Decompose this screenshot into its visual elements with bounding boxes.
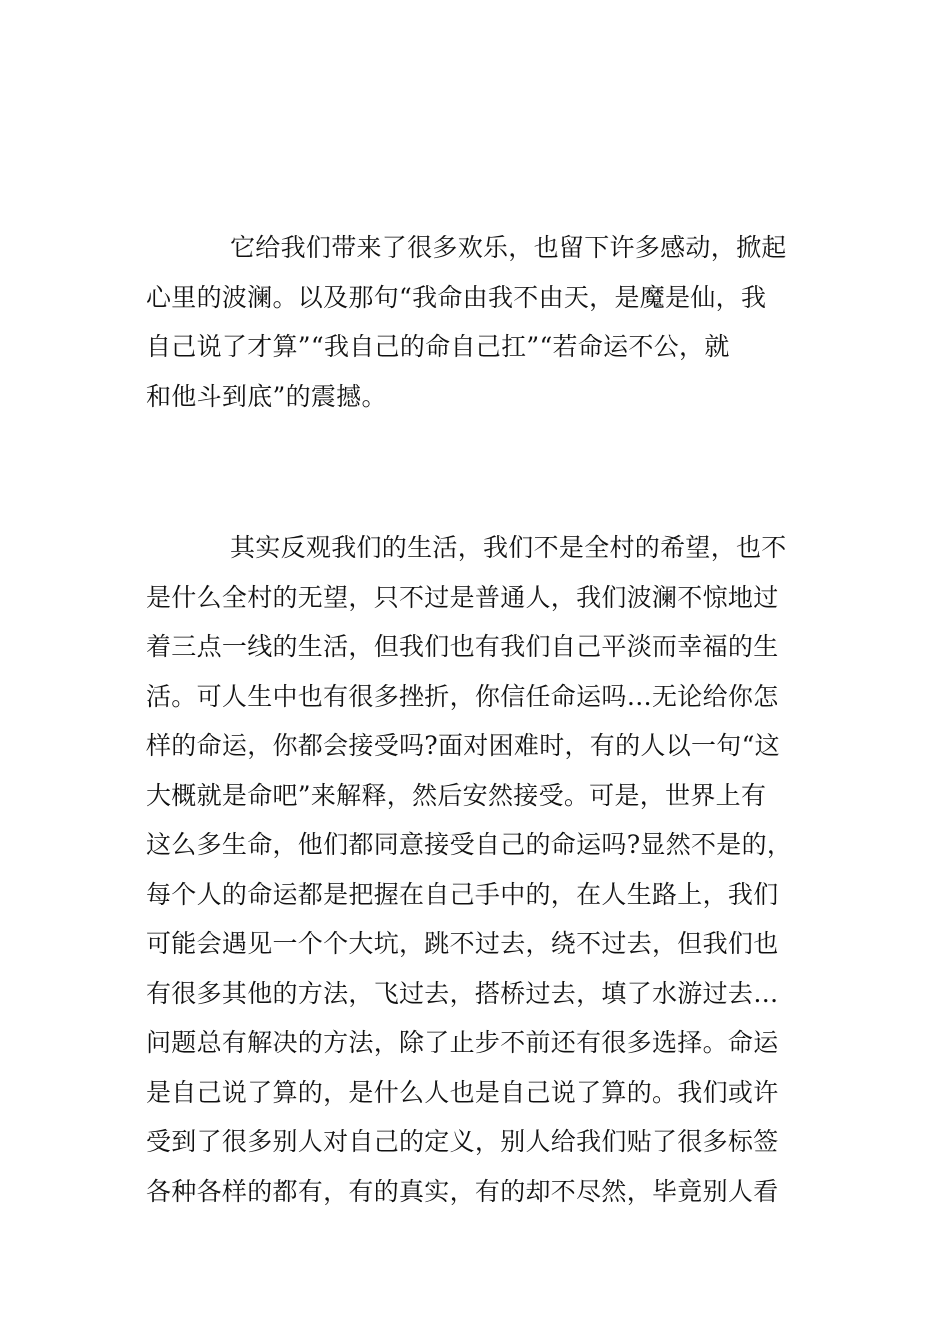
text-line: 活。可人生中也有很多挫折，你信任命运吗…无论给你怎 [146,681,779,711]
text-line: 它给我们带来了很多欢乐，也留下许多感动，掀起 [230,233,787,262]
paragraph-2 [146,523,806,1216]
text-line: 这么多生命，他们都同意接受自己的命运吗?显然不是的， [146,830,793,859]
text-line: 有很多其他的方法，飞过去，搭桥过去，填了水游过去… [146,978,779,1008]
paragraph-1 [146,223,806,421]
text-line: 样的命运，你都会接受吗?面对困难时，有的人以一句“这 [146,731,780,760]
text-line: 是什么全村的无望，只不过是普通人，我们波澜不惊地过 [146,582,779,612]
text-line: 和他斗到底”的震撼。 [146,381,387,411]
text-line: 心里的波澜。以及那句“我命由我不由天，是魔是仙，我 [146,282,767,312]
text-line: 着三点一线的生活，但我们也有我们自己平淡而幸福的生 [146,632,779,661]
text-line: 其实反观我们的生活，我们不是全村的希望，也不 [230,533,787,562]
text-line: 各种各样的都有，有的真实，有的却不尽然，毕竟别人看 [146,1176,779,1206]
text-line: 问题总有解决的方法，除了止步不前还有很多选择。命运 [146,1028,779,1057]
text-line: 每个人的命运都是把握在自己手中的，在人生路上，我们 [146,879,779,909]
text-line: 可能会遇见一个个大坑，跳不过去，绕不过去，但我们也 [146,929,779,958]
text-line: 大概就是命吧”来解释，然后安然接受。可是，世界上有 [146,780,767,810]
text-line: 是自己说了算的，是什么人也是自己说了算的。我们或许 [146,1077,779,1107]
text-line: 受到了很多别人对自己的定义，别人给我们贴了很多标签 [146,1127,779,1156]
text-line: 自己说了才算”“我自己的命自己扛”“若命运不公，就 [146,332,730,361]
